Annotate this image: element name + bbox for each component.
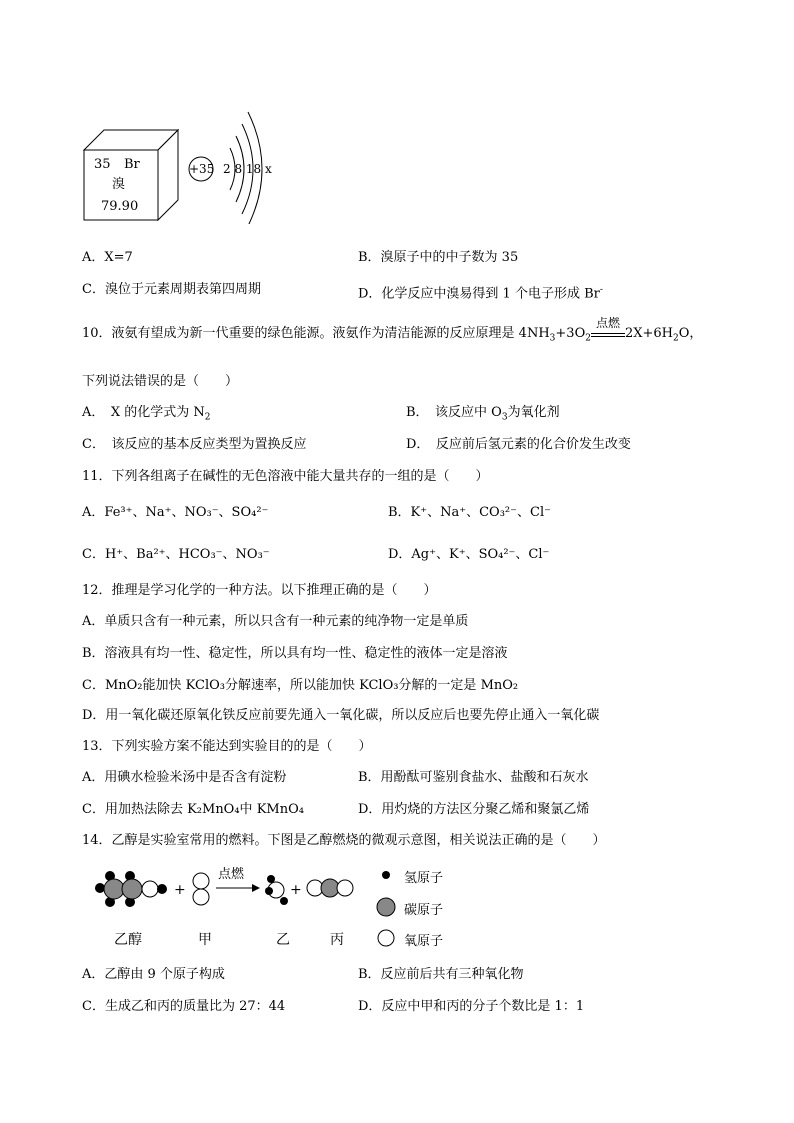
element-atomic-mass: 79.90	[101, 199, 139, 214]
q9-option-b: B．溴原子中的中子数为 35	[358, 250, 519, 265]
q11-stem: 11．下列各组离子在碱性的无色溶液中能大量共存的一组的是（ ）	[82, 469, 489, 484]
q10-stem: 10．液氨有望成为新一代重要的绿色能源。液氨作为清洁能源的反应原理是 $4NH_3+3O_2$ 点燃 $2X+6H_2O$，	[82, 316, 703, 344]
q14-option-b: B．反应前后共有三种氧化物	[358, 967, 524, 982]
label-yi: 乙	[276, 932, 290, 948]
bromine-figure	[80, 104, 280, 224]
legend-carbon-symbol	[377, 898, 395, 916]
q11-option-a: A．Fe³⁺、Na⁺、NO₃⁻、SO₄²⁻	[82, 505, 269, 520]
label-jia: 甲	[198, 932, 212, 948]
q14-option-a: A．乙醇由 9 个原子构成	[82, 967, 225, 982]
q14-arrow-label: 点燃	[218, 867, 245, 882]
q10-option-a: A． X 的化学式为 $N_2$	[82, 405, 211, 423]
legend-hydrogen-symbol	[382, 871, 390, 879]
q13-option-b: B．用酚酞可鉴别食盐水、盐酸和石灰水	[358, 770, 589, 785]
legend-hydrogen-label: 氢原子	[404, 871, 444, 886]
svg-text:+: +	[290, 882, 302, 898]
element-symbol: Br	[124, 157, 140, 172]
element-name: 溴	[112, 177, 126, 192]
q11-option-c: C．H⁺、Ba²⁺、HCO₃⁻、NO₃⁻	[82, 547, 270, 562]
electron-shells: 2 8 18 x	[223, 162, 272, 176]
element-atomic-number: 35	[94, 157, 111, 172]
legend-carbon-label: 碳原子	[404, 903, 444, 918]
q13-stem: 13．下列实验方案不能达到实验目的的是（ ）	[82, 739, 372, 754]
q9-option-d: D．化学反应中溴易得到 1 个电子形成 Br-	[358, 285, 603, 302]
q13-option-c: C．用加热法除去 K₂MnO₄中 KMnO₄	[82, 802, 304, 817]
legend-oxygen-symbol	[376, 928, 396, 948]
q13-option-a: A．用碘水检验米汤中是否含有淀粉	[82, 770, 287, 785]
q12-option-d: D．用一氧化碳还原氧化铁反应前要先通入一氧化碳，所以反应后也要先停止通入一氧化碳	[82, 708, 600, 723]
q11-option-d: D．Ag⁺、K⁺、SO₄²⁻、Cl⁻	[388, 547, 550, 562]
q10-option-b: B． 该反应中 $O_3$为氧化剂	[406, 405, 560, 423]
q10-stem-line2: 下列说法错误的是（ ）	[82, 374, 239, 389]
label-bing: 丙	[330, 932, 344, 948]
legend-oxygen-label: 氧原子	[404, 934, 444, 949]
nucleus-charge: +35	[189, 162, 215, 176]
water-molecule	[265, 875, 288, 905]
carbon-dioxide-molecule	[307, 879, 353, 897]
q9-option-a: A．X=7	[82, 250, 133, 265]
q12-stem: 12．推理是学习化学的一种方法。以下推理正确的是（ ）	[82, 583, 437, 598]
q12-option-b: B．溶液具有均一性、稳定性，所以具有均一性、稳定性的液体一定是溶液	[82, 646, 508, 661]
ethanol-molecule	[95, 871, 167, 907]
label-ethanol: 乙醇	[114, 932, 142, 948]
q12-option-c: C．MnO₂能加快 KClO₃分解速率，所以能加快 KClO₃分解的一定是 MnO₂	[82, 678, 519, 693]
q14-option-d: D．反应中甲和丙的分子个数比是 1：1	[358, 999, 585, 1014]
reaction-condition-arrow: 点燃	[591, 329, 625, 337]
q9-option-c: C．溴位于元素周期表第四周期	[82, 282, 261, 297]
q10-option-d: D． 反应前后氢元素的化合价发生改变	[406, 437, 631, 452]
q11-option-b: B．K⁺、Na⁺、CO₃²⁻、Cl⁻	[388, 505, 551, 520]
q14-stem: 14．乙醇是实验室常用的燃料。下图是乙醇燃烧的微观示意图，相关说法正确的是（ ）	[82, 833, 606, 848]
q14-option-c: C．生成乙和丙的质量比为 27：44	[82, 999, 286, 1014]
q12-option-a: A．单质只含有一种元素，所以只含有一种元素的纯净物一定是单质	[82, 614, 469, 629]
q13-option-d: D．用灼烧的方法区分聚乙烯和聚氯乙烯	[358, 802, 590, 817]
svg-text:+: +	[174, 882, 186, 898]
q10-option-c: C． 该反应的基本反应类型为置换反应	[82, 437, 307, 452]
oxygen-molecule	[193, 873, 209, 905]
